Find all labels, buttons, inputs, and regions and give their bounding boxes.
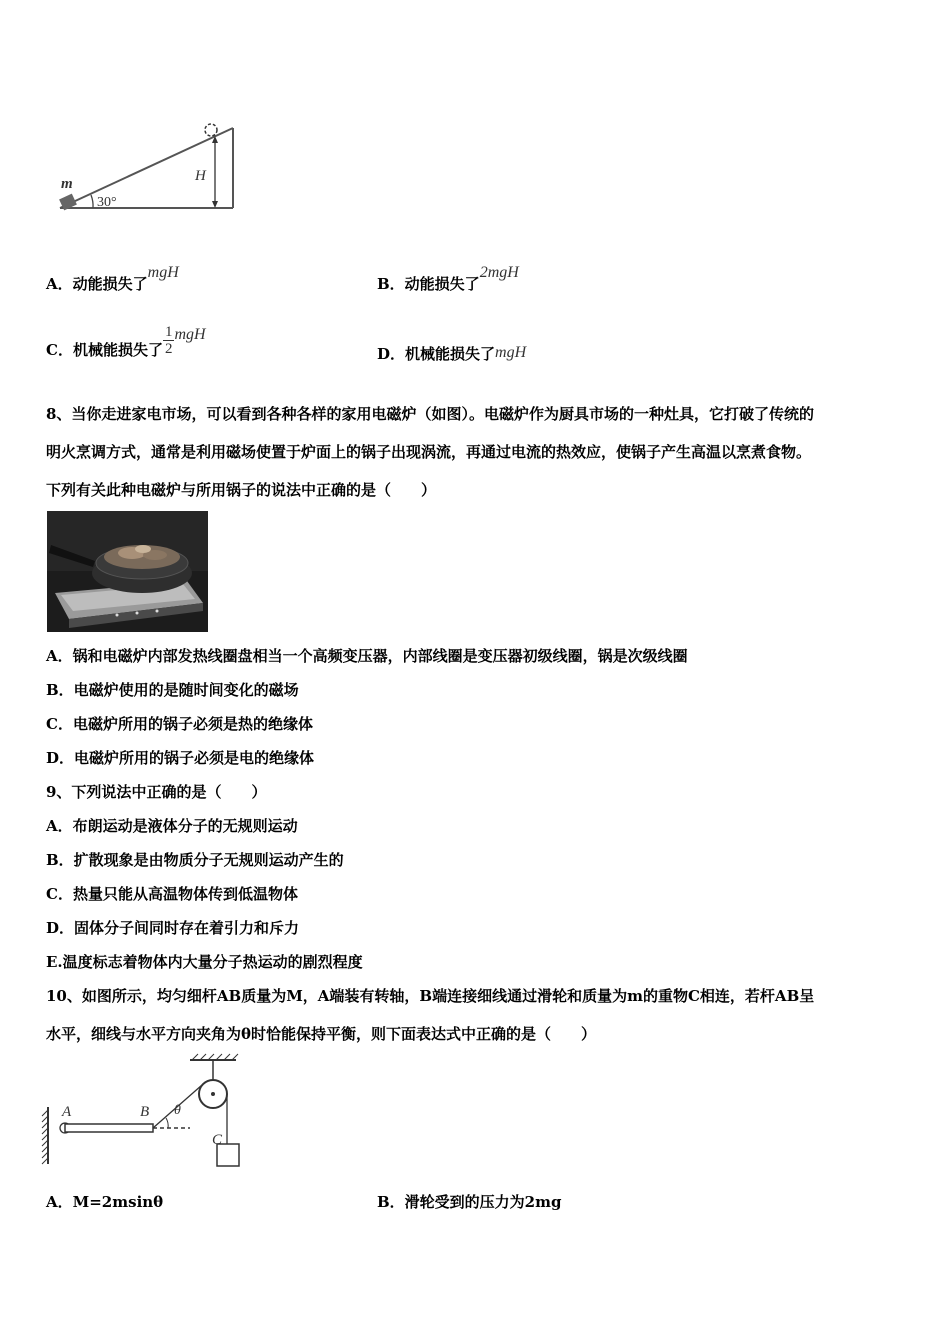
q8-option-b: B．电磁炉使用的是随时间变化的磁场 [46, 681, 299, 699]
q8-stem-line-1: 8、当你走进家电市场，可以看到各种各样的家用电磁炉（如图）。电磁炉作为厨具市场的一种灶具，它打破了传统的 [46, 405, 814, 423]
q7-option-d [377, 344, 526, 365]
option-label: B．动能损失了 [377, 275, 480, 293]
option-label: D．机械能损失了 [377, 345, 496, 363]
q9-option-b: B．扩散现象是由物质分子无规则运动产生的 [46, 851, 344, 869]
mass-label: m [61, 176, 73, 192]
q9-option-e: E.温度标志着物体内大量分子热运动的剧烈程度 [46, 953, 363, 971]
induction-cooker-photo [47, 511, 208, 632]
q10-stem-line-1: 10、如图所示，均匀细杆AB质量为M，A端装有转轴，B端连接细线通过滑轮和质量为m的重物C相连，若杆AB呈 [46, 987, 815, 1005]
q8-stem-line-2: 明火烹调方式，通常是利用磁场使置于炉面上的锅子出现涡流，再通过电流的热效应，使锅子产生高温以烹煮食物。 [46, 443, 812, 461]
fraction: $\frac{1}{2}$ [164, 324, 173, 357]
q8-option-c: C．电磁炉所用的锅子必须是热的绝缘体 [46, 715, 313, 733]
rod-ab [65, 1124, 153, 1132]
q8-option-a: A．锅和电磁炉内部发热线圈盘相当一个高频变压器，内部线圈是变压器初级线圈，锅是次级线圈 [46, 647, 688, 665]
q8-stem-line-3: 下列有关此种电磁炉与所用锅子的说法中正确的是（ ） [46, 481, 437, 499]
label-a: A [62, 1104, 72, 1120]
height-label: H [195, 168, 206, 184]
q7-option-a [46, 264, 179, 295]
label-theta: θ [174, 1103, 181, 1118]
q9-stem: 9、下列说法中正确的是（ ） [46, 783, 267, 801]
q10-option-b: B．滑轮受到的压力为2mg [377, 1193, 562, 1211]
label-c: C [212, 1132, 223, 1148]
q9-option-a: A．布朗运动是液体分子的无规则运动 [46, 817, 298, 835]
dashed-ball [205, 124, 217, 136]
incline-figure [55, 118, 245, 218]
q10-stem-line-2: 水平，细线与水平方向夹角为θ时恰能保持平衡，则下面表达式中正确的是（ ） [46, 1025, 597, 1043]
q9-option-d: D．固体分子间同时存在着引力和斥力 [46, 919, 300, 937]
angle-label: 30° [97, 195, 117, 210]
option-label: C．机械能损失了 [46, 340, 163, 359]
math-expr: 2mgH [479, 264, 519, 281]
q8-option-d: D．电磁炉所用的锅子必须是电的绝缘体 [46, 749, 315, 767]
math-expr: mgH [495, 344, 527, 361]
label-b: B [140, 1104, 150, 1120]
q9-option-c: C．热量只能从高温物体传到低温物体 [46, 885, 298, 903]
math-expr: mgH [147, 264, 179, 281]
rod-pulley-figure [40, 1052, 260, 1172]
option-label: A．动能损失了 [46, 275, 148, 293]
q10-option-a: A．M=2msinθ [46, 1193, 164, 1211]
math-expr: mgH [174, 325, 206, 343]
q7-option-c [46, 324, 206, 364]
q7-option-b [377, 264, 519, 295]
